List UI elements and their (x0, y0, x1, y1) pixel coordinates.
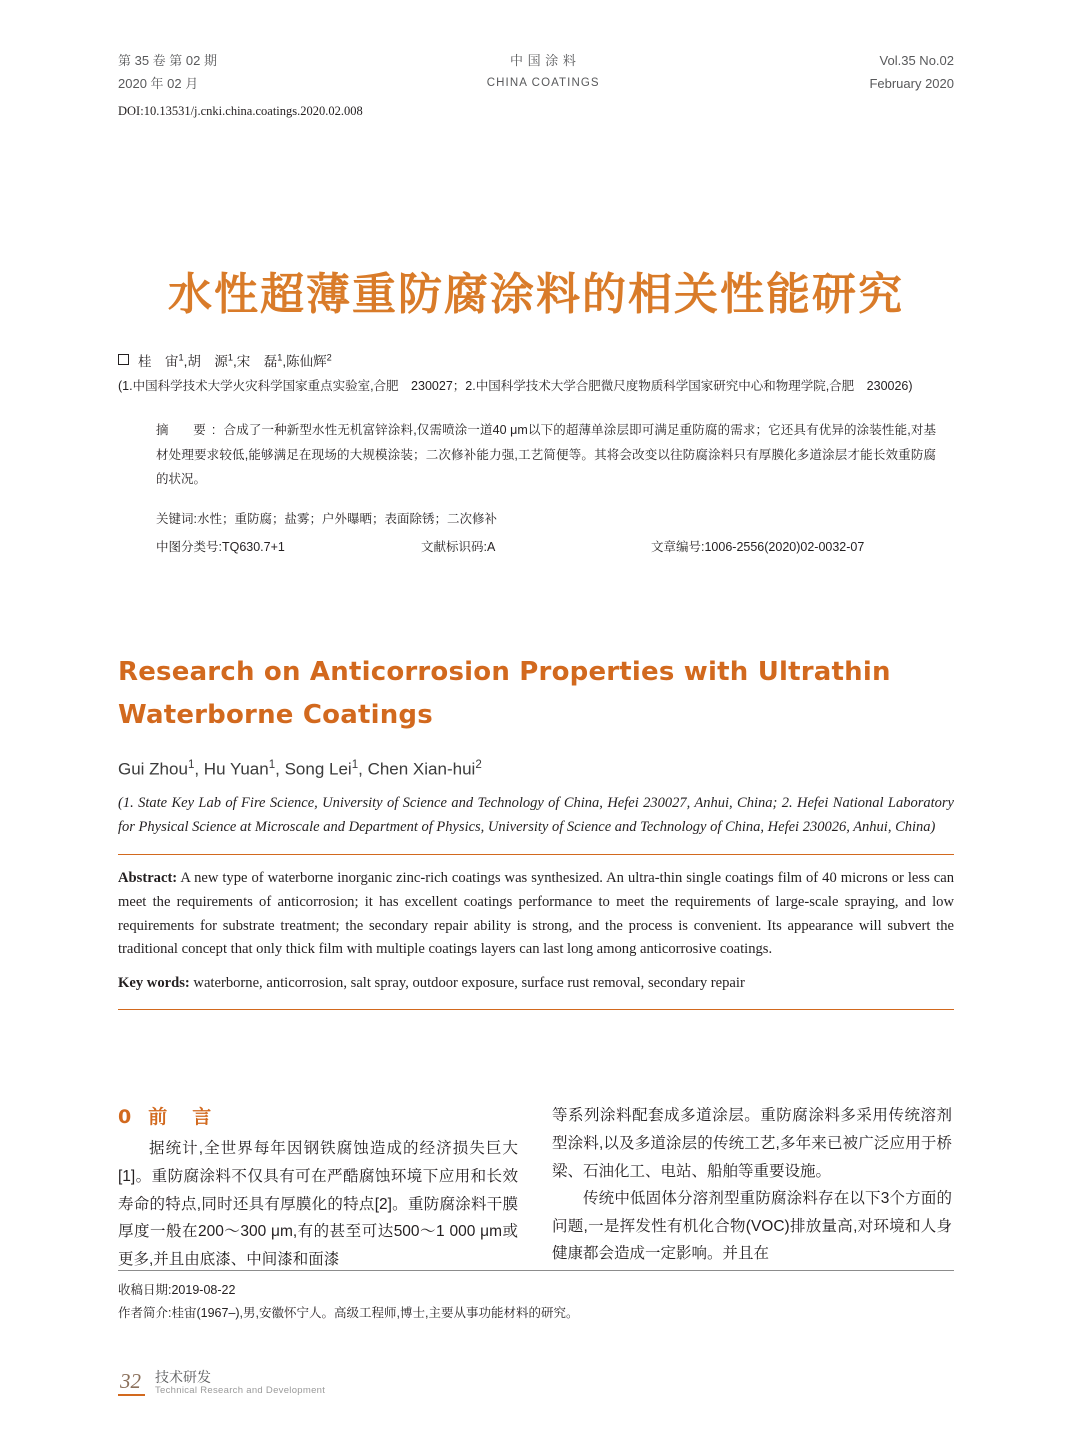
authors-cn (118, 351, 954, 373)
paragraph: 等系列涂料配套成多道涂层。重防腐涂料多采用传统溶剂型涂料,以及多道涂层的传统工艺,多年来已被广泛应用于桥梁、石油化工、电站、船舶等重要设施。 (552, 1107, 952, 1180)
abstract-label-cn: 摘 要: (156, 423, 222, 438)
section-title: 前 言 (148, 1106, 215, 1129)
journal-name-cn: 中 国 涂 料 (510, 53, 577, 68)
running-head-right (869, 50, 954, 96)
affiliation-en: (1. State Key Lab of Fire Science, University of Science and Technology of China, Hefei 230027, Anhui, China; 2. Hefei National Laboratory for Physical Science at Microscale and Department of Physics, University of Science and Technology of China, Hefei 230026, Anhui, China) (118, 795, 954, 836)
divider-bottom (118, 1009, 954, 1010)
doi-line: DOI:10.13531/j.cnki.china.coatings.2020.02.008 (118, 103, 363, 118)
body-columns (118, 1102, 954, 1273)
document-code: 文献标识码:A (421, 540, 496, 555)
journal-name-en: CHINA COATINGS (486, 76, 600, 89)
issue-date-en: February 2020 (869, 75, 954, 91)
bullet-square-icon (118, 354, 129, 365)
page-title-cn: 水性超薄重防腐涂料的相关性能研究 (168, 268, 904, 320)
received-date: 收稿日期:2019-08-22 (118, 1282, 236, 1297)
footer-category-cn: 技术研发 (155, 1368, 211, 1385)
body-text-left (118, 1135, 518, 1273)
abstract-cn (156, 418, 936, 491)
section-number: 0 (118, 1106, 135, 1129)
running-head (118, 0, 954, 96)
author-bio: 作者简介:桂宙(1967–),男,安徽怀宁人。高级工程师,博士,主要从事功能材料的研究。 (118, 1306, 579, 1321)
footnotes (118, 1270, 954, 1327)
keywords-text-en: waterborne, anticorrosion, salt spray, outdoor exposure, surface rust removal, secondary repair (193, 974, 745, 991)
running-head-center (487, 50, 600, 93)
keywords-en (118, 972, 954, 996)
page-title-en: Research on Anticorrosion Properties with Ultrathin Waterborne Coatings (118, 657, 891, 731)
body-text-right (552, 1102, 952, 1267)
abstract-en (118, 867, 954, 962)
section-heading (118, 1102, 518, 1129)
keywords-cn: 关键词:水性；重防腐；盐雾；户外曝晒；表面除锈；二次修补 (156, 511, 497, 526)
authors-en: Gui Zhou$^1$, Hu Yuan$^1$, Song Lei$^1$, Chen Xian-hui$^2$ (118, 758, 482, 779)
column-left (118, 1102, 518, 1273)
authors-cn-text: 桂 宙$^1$,胡 源$^1$,宋 磊$^1$,陈仙辉$^2$ (138, 352, 332, 370)
page-footer (118, 1369, 325, 1396)
volume-issue: 第 35 卷 第 02 期 (118, 53, 217, 68)
paragraph: 据统计,全世界每年因钢铁腐蚀造成的经济损失巨大[1]。重防腐涂料不仅具有可在严酷腐蚀环境下应用和长效寿命的特点,同时还具有厚膜化的特点[2]。重防腐涂料干膜厚度一般在200～300 μm,有的甚至可达500～1 000 μm或更多,并且由底漆、中间漆和面漆 (118, 1140, 518, 1268)
volume-issue-en: Vol.35 No.02 (879, 53, 954, 68)
issue-date-cn: 2020 年 02 月 (118, 75, 199, 91)
footer-category-en: Technical Research and Development (155, 1385, 326, 1396)
paragraph: 传统中低固体分溶剂型重防腐涂料存在以下3个方面的问题,一是挥发性有机化合物(VOC)排放量高,对环境和人身健康都会造成一定影响。并且在 (552, 1190, 952, 1263)
divider-top (118, 854, 954, 855)
abstract-text-cn: 合成了一种新型水性无机富锌涂料,仅需喷涂一道40 μm以下的超薄单涂层即可满足重防腐的需求；它还具有优异的涂装性能,对基材处理要求较低,能够满足在现场的大规模涂装；二次修补能力强,工艺简便等。其将会改变以往防腐涂料只有厚膜化多道涂层才能长效重防腐的状况。 (156, 423, 936, 487)
page-number: 32 (118, 1371, 145, 1396)
running-head-left (118, 50, 217, 96)
abstract-text-en: A new type of waterborne inorganic zinc-rich coatings was synthesized. An ultra-thin single coatings film of 40 microns or less can meet the requirements of anticorrosion; it has excellent coatings performance to meet the requirements of large-scale spraying, and low requirements for substrate treatment; the secondary repair ability is strong, and the process is convenient. Its appearance will subvert the traditional concept that only thick film with multiple coatings layers can last long among anticorrosive coatings. (118, 870, 955, 958)
column-right (552, 1102, 952, 1273)
footnote-divider (118, 1270, 954, 1271)
keywords-label-en: Key words: (118, 974, 190, 991)
classification-row (156, 537, 954, 555)
clc-number: 中图分类号:TQ630.7+1 (156, 540, 285, 555)
abstract-label-en: Abstract: (118, 870, 178, 887)
affiliation-cn: (1.中国科学技术大学火灾科学国家重点实验室,合肥 230027；2.中国科学技术大学合肥微尺度物质科学国家研究中心和物理学院,合肥 230026) (118, 378, 913, 393)
article-id: 文章编号:1006-2556(2020)02-0032-07 (651, 540, 865, 555)
